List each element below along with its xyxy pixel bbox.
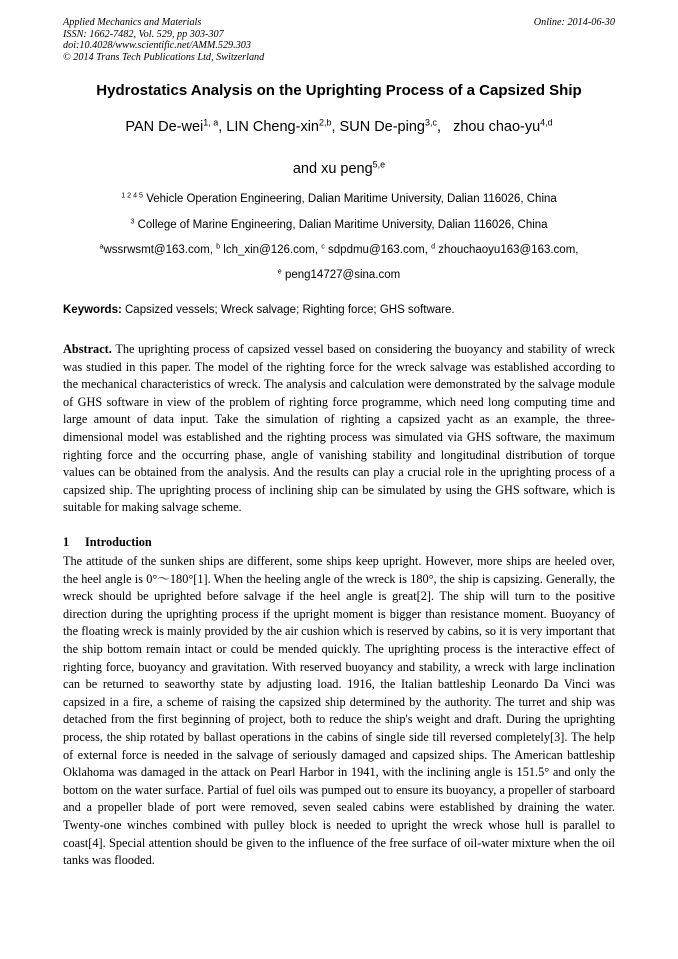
author-separator: , xyxy=(218,119,227,135)
author-affiliation-marker: 2,b xyxy=(318,117,332,128)
email-marker: d xyxy=(431,242,436,251)
author-name: zhou chao-yu xyxy=(453,119,541,135)
affiliation xyxy=(30,193,648,205)
email-address: sdpdmu@163.com xyxy=(328,244,425,256)
affiliation xyxy=(30,219,648,231)
author-affiliation-marker: 5,e xyxy=(372,159,386,170)
abstract-label: Abstract. xyxy=(63,342,112,356)
affiliation-marker: 3 xyxy=(130,217,135,226)
affiliation-text: College of Marine Engineering, Dalian Maritime University, Dalian 116026, China xyxy=(137,219,548,231)
author-list xyxy=(30,116,648,138)
email-address: lch_xin@126.com xyxy=(223,244,315,256)
author-separator: , xyxy=(331,119,340,135)
email-separator: , xyxy=(575,244,579,256)
author-affiliation-marker: 4,d xyxy=(540,117,553,128)
email-address: zhouchaoyu163@163.com xyxy=(438,244,576,256)
email-list xyxy=(30,244,648,256)
author-affiliation-marker: 1, a xyxy=(203,117,219,128)
affiliation-text: Vehicle Operation Engineering, Dalian Maritime University, Dalian 116026, China xyxy=(146,193,557,205)
online-date: Online: 2014-06-30 xyxy=(533,17,615,28)
email-marker: b xyxy=(216,242,221,251)
email-address: wssrwsmt@163.com xyxy=(103,244,210,256)
journal-doi: doi:10.4028/www.scientific.net/AMM.529.303 xyxy=(63,40,251,51)
keywords-label: Keywords: xyxy=(63,304,122,316)
journal-header xyxy=(63,17,615,63)
section-heading xyxy=(63,535,152,550)
email-address: peng14727@sina.com xyxy=(284,269,401,281)
keywords xyxy=(63,304,615,316)
email-marker: a xyxy=(99,242,104,251)
journal-issn: ISSN: 1662-7482, Vol. 529, pp 303-307 xyxy=(63,28,224,40)
keywords-text: Capsized vessels; Wreck salvage; Righting force; GHS software. xyxy=(125,304,455,316)
journal-name: Applied Mechanics and Materials xyxy=(63,17,202,28)
section-title: Introduction xyxy=(85,535,152,549)
email-separator: , xyxy=(209,244,217,256)
email-marker: c xyxy=(321,242,325,251)
journal-copyright: © 2014 Trans Tech Publications Ltd, Switzerland xyxy=(63,51,265,63)
affiliation-marker: 1 2 4 5 xyxy=(121,191,143,200)
author-name: PAN De-wei xyxy=(125,119,204,135)
author-affiliation-marker: 3,c xyxy=(424,117,437,128)
author-name: SUN De-ping xyxy=(339,119,425,135)
paper-title: Hydrostatics Analysis on the Uprighting Process of a Capsized Ship xyxy=(96,82,582,99)
author-list-last xyxy=(30,158,648,180)
abstract xyxy=(63,341,615,517)
author-conjunction: and xyxy=(292,161,322,177)
email-list-last xyxy=(30,269,648,281)
author-name: LIN Cheng-xin xyxy=(226,119,319,135)
author-separator: , xyxy=(436,119,454,135)
email-separator: , xyxy=(424,244,432,256)
introduction-text: The attitude of the sunken ships are different, some ships keep upright. However, more ships are heeled over, the heel angle is 0°～180°[1]. When the heeling angle of the wreck is 180°, the ship is capsizing. Generally, the wreck should be uprighted before salvage if the heel angle is great[2]. The ship will turn to the positive direction during the uprighting process if the upright moment is bigger than resistance moment. Buoyancy of the floating wreck is mainly provided by the air cushion which is reserved by cabins, so it is very important that the ship bottom remain intact or could be mended quickly. The uprighting process is the interactive effect of righting force, buoyancy and gravitation. With reserved buoyancy and stability, a wreck with large inclination can be returned to seaworthy state by adjusting load. 1916, the Italian battleship Leonardo Da Vinci was capsized in a fire, a scheme of raising the capsized ship determined by the authority. The turret and ship was detached from the first beginning of project, both to reduce the ship's weight and draft. During the uprighting process, the ship rotated by ballast operations in the cabins of single side till reversed completely[3]. The help of external force is needed in the salvage of seriously damaged and capsized ships. The American battleship Oklahoma was damaged in the attack on Pearl Harbor in 1941, with the inclining angle is 151.5° and only the bottom on the water surface. Partial of fuel oils was pumped out to ensure its buoyancy, a propeller of starboard and a propeller blade of port were removed, seven sealed cabins were established by draining the water. Twenty-one winches combined with pulley block is needed to upright the wreck whose hull is parallel to coast[4]. Special attention should be given to the influence of the free surface of oil-water mixture when the oil tanks was flooded. xyxy=(63,554,615,868)
abstract-text: The uprighting process of capsized vessel based on considering the buoyancy and stability of wreck was studied in this paper. The model of the righting force for the wreck salvage was established according to the mechanical characteristics of wreck. The analysis and calculation were demonstrated by the salvage module of GHS software in view of the problem of righting force programme, which need long computing time and large amount of data input. Take the simulation of righting a capsized yacht as an example, the three-dimensional model was established and the righting process was simulated via GHS software, the maximum righting force and the occurring phase, angle of vanishing stability and longitudinal distribution of torque values can be obtained from the analysis. And the results can play a crucial role in the uprighting process of a capsized ship. The uprighting process of inclining ship can be simulated by using the GHS software, which is suitable for making salvage scheme. xyxy=(63,342,615,515)
email-marker: e xyxy=(277,267,282,276)
section-number: 1 xyxy=(63,535,70,549)
author-name: xu peng xyxy=(321,161,373,177)
email-separator: , xyxy=(314,244,322,256)
